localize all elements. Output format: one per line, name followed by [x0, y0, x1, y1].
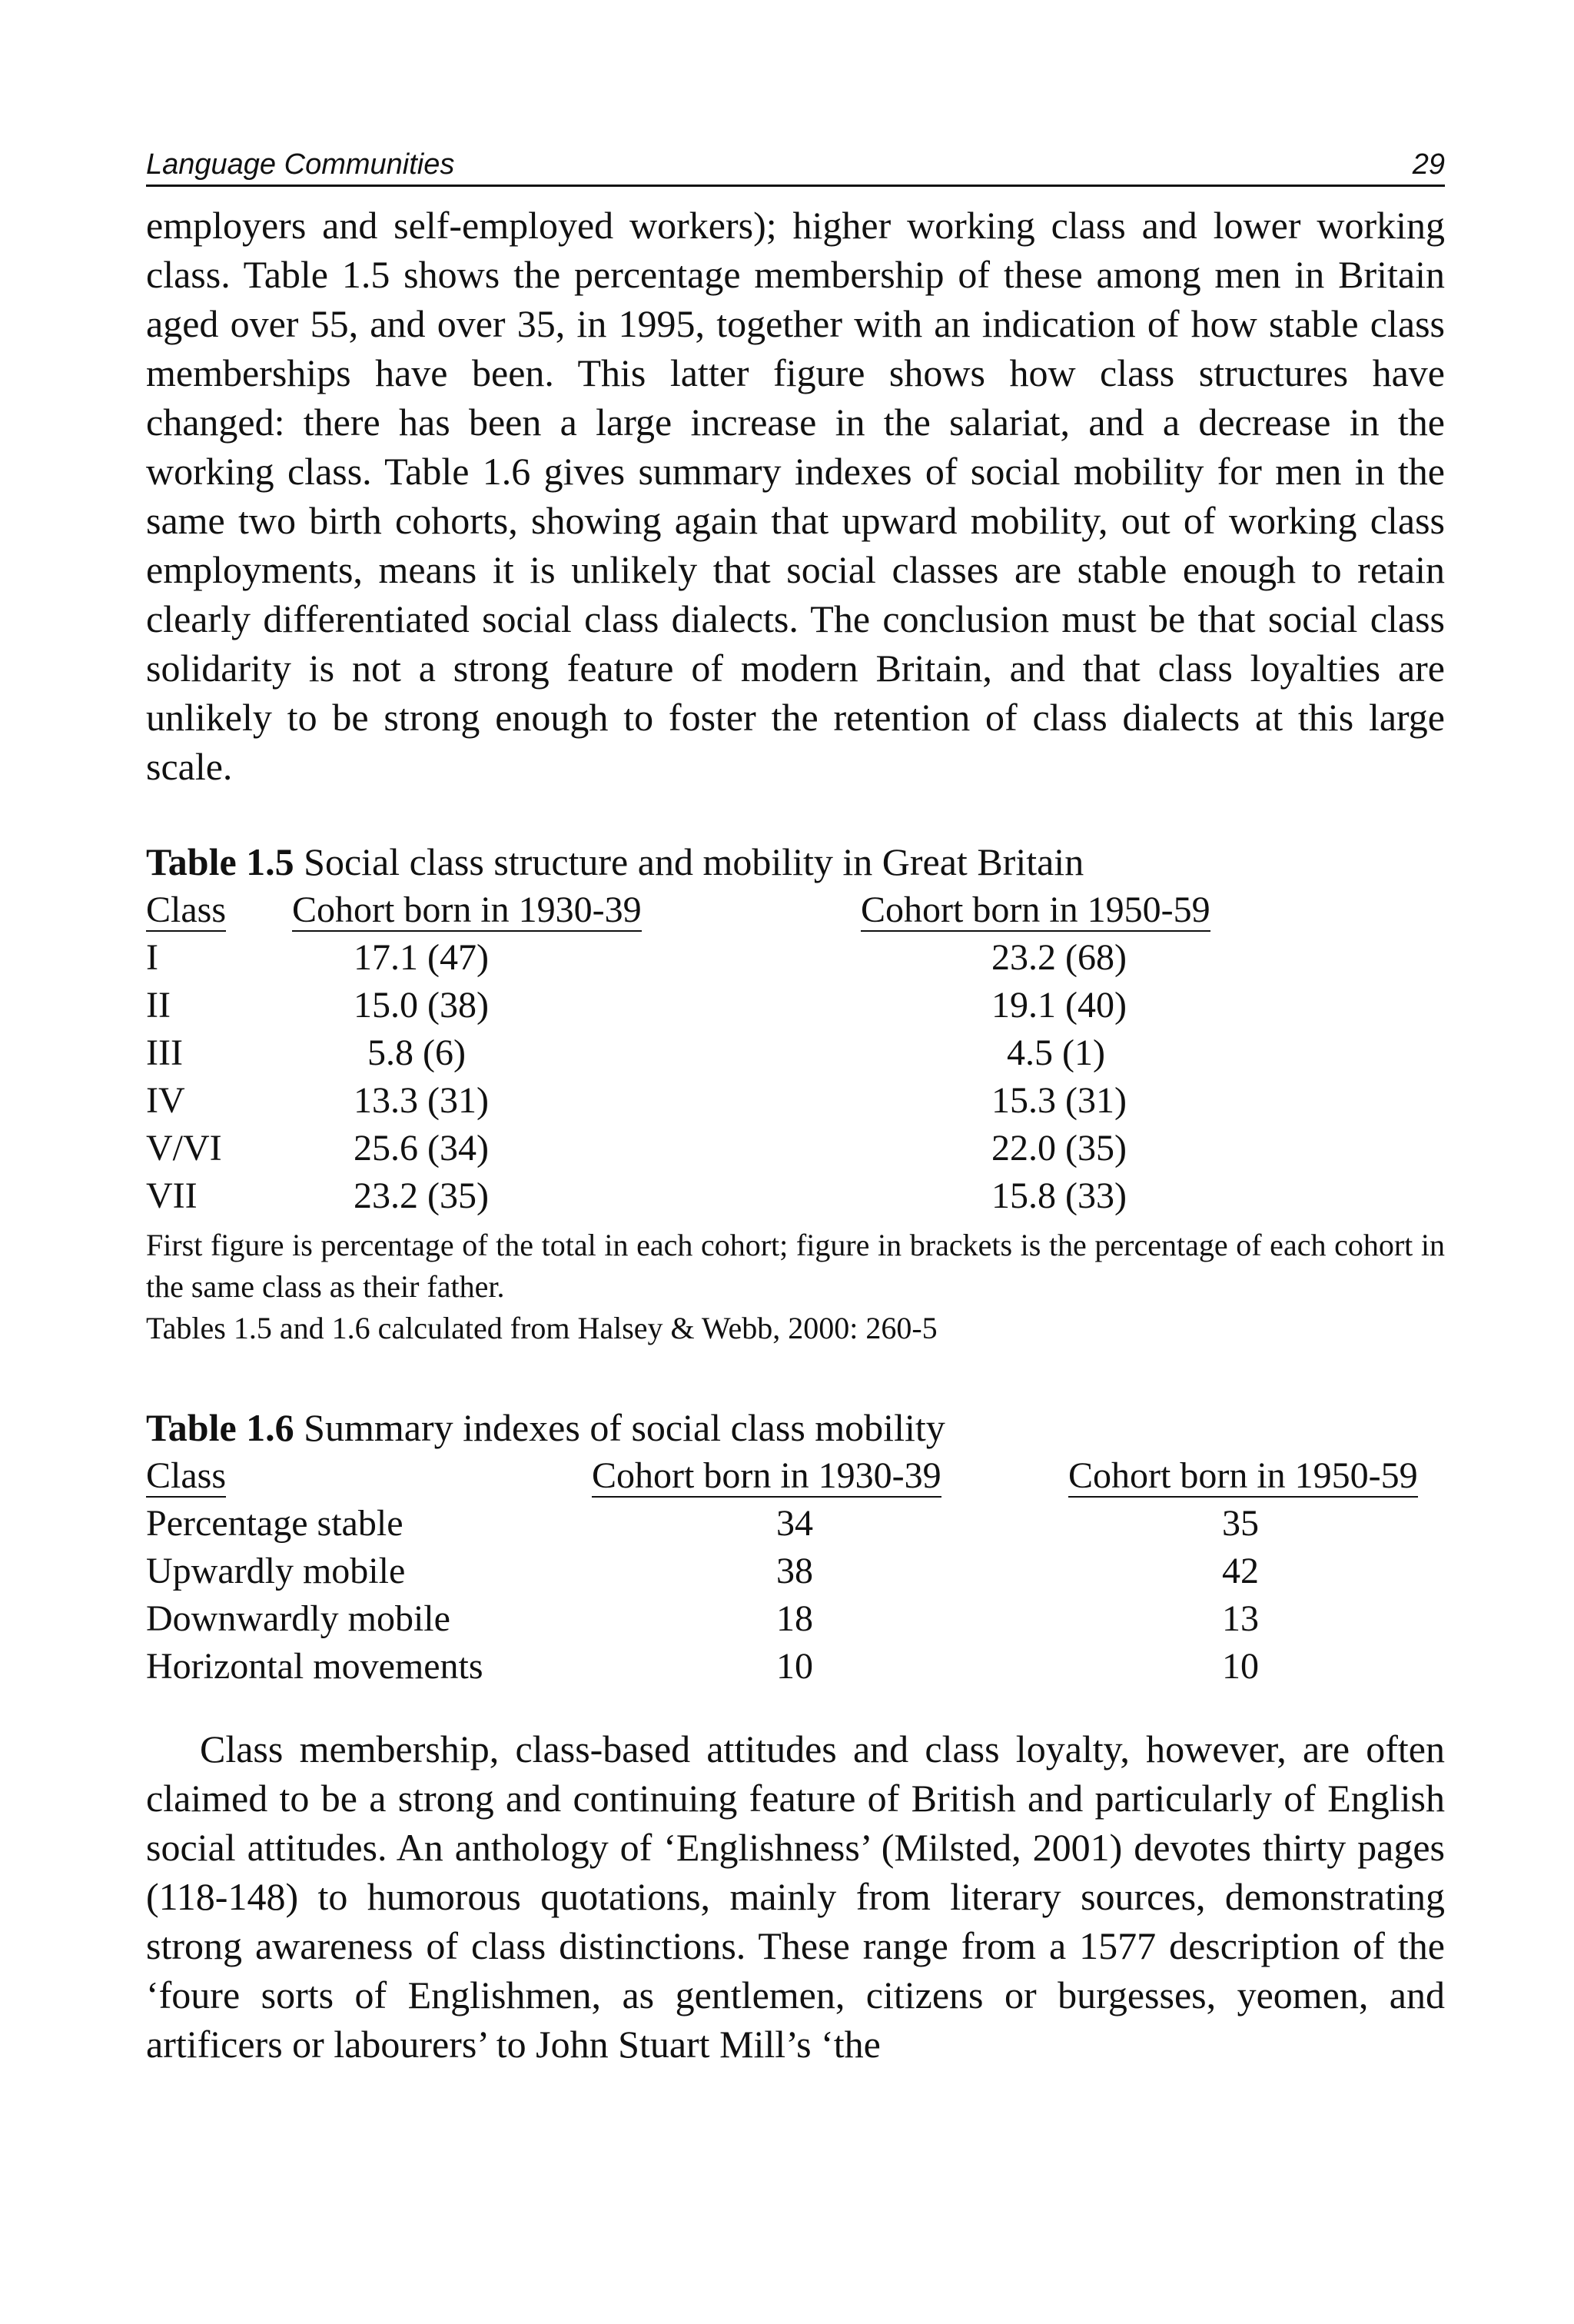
- value-cell: 15.8 (33): [991, 1175, 1127, 1216]
- running-header: [146, 115, 1445, 187]
- table-1-6-block: [146, 1403, 1445, 1691]
- table-row: [146, 982, 1445, 1029]
- value-cell: 18: [776, 1598, 813, 1639]
- value-cell: 5.8 (6): [367, 1032, 466, 1073]
- class-cell: I: [146, 937, 158, 978]
- table-source: Tables 1.5 and 1.6 calculated from Halsey & Webb, 2000: 260-5: [146, 1311, 938, 1345]
- table-1-5-block: [146, 837, 1445, 1349]
- body-paragraph: employers and self-employed workers); higher working class and lower working class. Table 1.5 shows the percentage membership of these among men in Britain aged over 55, and over 35, in 1995, together with an indication of how stable class memberships have been. This latter figure shows how class structures have changed: there has been a large increase in the salariat, and a decrease in the working class. Table 1.6 gives summary indexes of social mobility for men in the same two birth cohorts, showing again that upward mobility, out of working class employments, means it is unlikely that social classes are stable enough to retain clearly differentiated social class dialects. The conclusion must be that social class solidarity is not a strong feature of modern Britain, and that class loyalties are unlikely to be strong enough to foster the retention of class dialects at this large scale.: [146, 204, 1445, 788]
- row-label: Downwardly mobile: [146, 1598, 450, 1639]
- class-cell: V/VI: [146, 1128, 222, 1169]
- table-row: [146, 1172, 1445, 1220]
- table-title: Social class structure and mobility in Great Britain: [304, 840, 1084, 883]
- book-page: [146, 115, 1445, 2069]
- column-header: Cohort born in 1930-39: [292, 889, 642, 930]
- page-number: 29: [1412, 148, 1445, 181]
- table-row: [146, 1500, 1445, 1548]
- column-header: Class: [146, 1455, 227, 1496]
- table-header-row: [146, 1452, 1445, 1500]
- value-cell: 22.0 (35): [991, 1128, 1127, 1169]
- value-cell: 15.0 (38): [354, 985, 489, 1026]
- value-cell: 38: [776, 1551, 813, 1591]
- value-cell: 13.3 (31): [354, 1080, 489, 1121]
- value-cell: 10: [776, 1646, 813, 1687]
- column-header: Class: [146, 889, 227, 930]
- table-row: [146, 1595, 1445, 1643]
- value-cell: 34: [776, 1503, 813, 1544]
- table-header-row: [146, 886, 1445, 934]
- column-header: Cohort born in 1930-39: [592, 1455, 941, 1496]
- table-1-5: [146, 886, 1445, 1220]
- class-cell: IV: [146, 1080, 185, 1121]
- table-row: [146, 934, 1445, 982]
- value-cell: 35: [1222, 1503, 1259, 1544]
- value-cell: 4.5 (1): [1007, 1032, 1105, 1073]
- table-label: Table 1.6: [146, 1406, 294, 1449]
- class-cell: VII: [146, 1175, 198, 1216]
- value-cell: 13: [1222, 1598, 1259, 1639]
- value-cell: 25.6 (34): [354, 1128, 489, 1169]
- row-label: Horizontal movements: [146, 1646, 483, 1687]
- table-title: Summary indexes of social class mobility: [304, 1406, 945, 1449]
- column-header: Cohort born in 1950-59: [1068, 1455, 1418, 1496]
- value-cell: 17.1 (47): [354, 937, 489, 978]
- table-label: Table 1.5: [146, 840, 294, 883]
- row-label: Percentage stable: [146, 1503, 403, 1544]
- value-cell: 23.2 (68): [991, 937, 1127, 978]
- class-cell: III: [146, 1032, 183, 1073]
- value-cell: 42: [1222, 1551, 1259, 1591]
- table-row: [146, 1077, 1445, 1125]
- value-cell: 10: [1222, 1646, 1259, 1687]
- table-row: [146, 1548, 1445, 1595]
- table-note: First figure is percentage of the total in each cohort; figure in brackets is the percentage of each cohort in the same class as their father.: [146, 1228, 1445, 1304]
- table-1-6-caption: [146, 1403, 1445, 1452]
- value-cell: 19.1 (40): [991, 985, 1127, 1026]
- row-label: Upwardly mobile: [146, 1551, 406, 1591]
- table-row: [146, 1643, 1445, 1691]
- value-cell: 15.3 (31): [991, 1080, 1127, 1121]
- table-1-5-caption: [146, 837, 1445, 886]
- class-cell: II: [146, 985, 171, 1026]
- body-paragraph: Class membership, class-based attitudes and class loyalty, however, are often claimed to be a strong and continuing feature of British and particularly of English social attitudes. An anthology of ‘Englishness’ (Milsted, 2001) devotes thirty pages (118-148) to humorous quotations, mainly from literary sources, demonstrating strong awareness of class distinctions. These range from a 1577 description of the ‘foure sorts of Englishmen, as gentlemen, citizens or burgesses, yeomen, and artificers or labourers’ to John Stuart Mill’s ‘the: [146, 1727, 1445, 2066]
- table-row: [146, 1125, 1445, 1172]
- chapter-title: Language Communities: [146, 148, 455, 181]
- table-row: [146, 1029, 1445, 1077]
- column-header: Cohort born in 1950-59: [861, 889, 1210, 930]
- table-1-6: [146, 1452, 1445, 1691]
- value-cell: 23.2 (35): [354, 1175, 489, 1216]
